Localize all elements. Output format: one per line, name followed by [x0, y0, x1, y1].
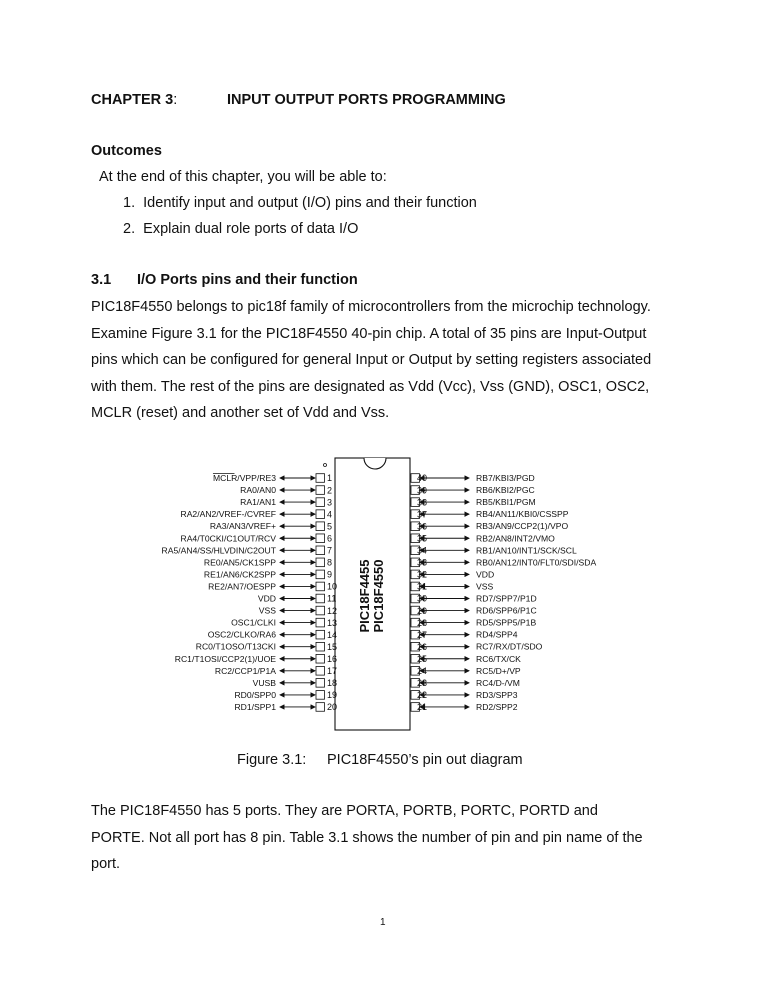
pin-number: 21	[416, 702, 427, 713]
pin-number: 15	[327, 641, 338, 652]
pin-label: RD0/SPP0	[234, 689, 276, 700]
pin-label: RA5/AN4/SS/HLVDIN/C2OUT	[161, 545, 276, 556]
pin-label: RD5/SPP5/P1B	[476, 617, 537, 628]
pin-label: RB3/AN9/CCP2(1)/VPO	[476, 521, 569, 532]
pin-number: 18	[327, 678, 338, 689]
pin-label: RC5/D+/VP	[476, 665, 521, 676]
pin-label: VDD	[257, 593, 276, 604]
pin1-dot	[324, 464, 327, 467]
pin-label: RB6/KBI2/PGC	[476, 485, 535, 496]
right-pin	[411, 630, 518, 640]
pin-box	[316, 618, 325, 627]
pin-box	[316, 546, 325, 555]
pin-label: RA1/AN1	[240, 497, 276, 508]
pin-box	[316, 630, 325, 639]
pin-number: 10	[327, 581, 338, 592]
pin-label: RD6/SPP6/P1C	[476, 605, 537, 616]
pin-number: 12	[327, 605, 338, 616]
pin-box	[316, 679, 325, 688]
right-pin	[411, 473, 535, 483]
right-pin	[411, 702, 518, 712]
pin-number: 23	[416, 678, 427, 689]
left-pin	[204, 557, 332, 567]
pin-number: 32	[416, 569, 427, 580]
right-pin	[411, 485, 535, 495]
left-pin	[234, 702, 337, 712]
pin-number: 26	[416, 641, 427, 652]
pin-number: 36	[416, 521, 427, 532]
pin-number: 33	[416, 557, 427, 568]
left-pin	[259, 606, 337, 616]
left-pin	[180, 509, 332, 519]
pin-label: RD1/SPP1	[234, 701, 276, 712]
right-pin	[411, 497, 536, 507]
chip-part-label: PIC18F4455	[357, 559, 372, 633]
left-pin	[253, 678, 337, 688]
right-pin	[411, 594, 537, 604]
pin-label: OSC2/CLKO/RA6	[207, 629, 276, 640]
right-pin	[411, 642, 543, 652]
pin-box	[316, 642, 325, 651]
chapter-number: CHAPTER 3:	[91, 92, 178, 108]
figure-label: Figure 3.1:	[237, 752, 307, 768]
left-pin	[208, 581, 337, 591]
left-pin	[240, 485, 332, 495]
pin-number: 35	[416, 533, 427, 544]
pin-box	[316, 486, 325, 495]
pin-label: OSC1/CLKI	[231, 617, 276, 628]
pin-label: RA4/T0CKI/C1OUT/RCV	[180, 533, 276, 544]
right-pin	[411, 666, 521, 676]
pin-label: RC2/CCP1/P1A	[214, 665, 276, 676]
pin-number: 19	[327, 690, 338, 701]
outcome-item: 2. Explain dual role ports of data I/O	[123, 221, 359, 237]
pin-box	[316, 582, 325, 591]
left-pin	[208, 630, 337, 640]
pin-number: 39	[416, 485, 427, 496]
pin-box	[316, 534, 325, 543]
pin-label: RE0/AN5/CK1SPP	[203, 557, 276, 568]
pin-number: 2	[327, 485, 333, 496]
pin-label: RD3/SPP3	[476, 689, 518, 700]
chapter-title: INPUT OUTPUT PORTS PROGRAMMING	[227, 92, 506, 108]
pin-label: RE1/AN6/CK2SPP	[203, 569, 276, 580]
pin-number: 3	[327, 497, 333, 508]
pin-label: RB7/KBI3/PGD	[476, 473, 535, 483]
pin-label: RB2/AN8/INT2/VMO	[476, 533, 555, 544]
pin-box	[316, 594, 325, 603]
pin-number: 4	[327, 509, 333, 520]
outcome-item: 1. Identify input and output (I/O) pins and their function	[123, 195, 477, 211]
left-pin	[204, 569, 332, 579]
pin-number: 38	[416, 497, 427, 508]
pin-number: 16	[327, 653, 338, 664]
right-pin	[411, 581, 493, 591]
pin-number: 40	[416, 473, 427, 484]
right-pin	[411, 654, 521, 664]
pin-box	[316, 667, 325, 676]
pin-label: RE2/AN7/OESPP	[208, 581, 276, 592]
pin-label: RC1/T1OSI/CCP2(1)/UOE	[174, 653, 276, 664]
pin-box	[316, 570, 325, 579]
pin-label: RD4/SPP4	[476, 629, 518, 640]
pin-box	[316, 606, 325, 615]
pin-label: RD7/SPP7/P1D	[476, 593, 537, 604]
pin-label: VSS	[476, 581, 494, 592]
pin-number: 22	[416, 690, 427, 701]
pin-number: 30	[416, 593, 427, 604]
pin-number: 9	[327, 569, 333, 580]
pin-box	[316, 691, 325, 700]
chip-part-label: PIC18F4550	[371, 559, 386, 633]
section-number: 3.1	[91, 272, 112, 288]
pin-number: 13	[327, 617, 338, 628]
page-number: 1	[380, 917, 386, 928]
pin-number: 34	[416, 545, 427, 556]
section-body: PIC18F4550 belongs to pic18f family of microcontrollers from the microchip technology. Examine Figure 3.1 for the PIC18F4550 40-pin chip. A total of 35 pins are Input-Output pins which can be configured for general Input or Output by setting registers associated with them. The rest of the pins are designated as Vdd (Vcc), Vss (GND), OSC1, OSC2, MCLR (reset) and another set of Vdd and Vss.	[91, 299, 652, 421]
pin-number: 6	[327, 533, 333, 544]
left-pin	[196, 642, 337, 652]
outcomes-heading: Outcomes	[91, 143, 162, 159]
pin-label: RC7/RX/DT/SDO	[476, 641, 543, 652]
pin-number: 28	[416, 617, 427, 628]
pin-box	[316, 474, 325, 483]
left-pin	[210, 521, 332, 531]
pin-number: 17	[327, 666, 338, 676]
figure-caption: PIC18F4550’s pin out diagram	[327, 752, 523, 768]
right-pin	[411, 569, 494, 579]
pin-label: VDD	[476, 569, 495, 580]
outcomes-intro: At the end of this chapter, you will be able to:	[99, 169, 387, 185]
pin-box	[316, 522, 325, 531]
left-pin	[258, 594, 337, 604]
pin-number: 37	[416, 509, 427, 520]
pin-number: 1	[327, 473, 333, 484]
pin-label: RA2/AN2/VREF-/CVREF	[180, 509, 276, 520]
pin-number: 14	[327, 629, 338, 640]
left-pin	[180, 533, 332, 543]
pin-label: RC6/TX/CK	[476, 653, 521, 664]
left-pin	[175, 654, 337, 664]
pin-box	[316, 703, 325, 712]
pin-box	[316, 510, 325, 519]
left-pin	[240, 497, 332, 507]
pin-number: 5	[327, 521, 333, 532]
pin-number: 25	[416, 653, 427, 664]
pin-label: MCLR/VPP/RE3	[212, 473, 276, 483]
pin-number: 20	[327, 702, 338, 713]
pin-label: RC4/D-/VM	[476, 677, 520, 688]
pin-number: 24	[416, 666, 427, 676]
pin-number: 31	[416, 581, 427, 592]
right-pin	[411, 557, 596, 567]
pin-label: VSS	[258, 605, 276, 616]
right-pin	[411, 606, 537, 616]
pin-label: RC0/T1OSO/T13CKI	[195, 641, 276, 652]
pin-label: RB4/AN11/KBI0/CSSPP	[476, 509, 569, 520]
pin-label: RB0/AN12/INT0/FLT0/SDI/SDA	[476, 557, 597, 568]
right-pin	[411, 521, 568, 531]
left-pin	[213, 473, 332, 483]
pin-label: RA0/AN0	[240, 485, 276, 496]
pin-label: RB5/KBI1/PGM	[476, 497, 536, 508]
right-pin	[411, 509, 569, 519]
pin-number: 11	[327, 593, 337, 604]
pin-box	[316, 498, 325, 507]
right-pin	[411, 545, 577, 555]
pin-number: 27	[416, 629, 427, 640]
pin-number: 8	[327, 557, 333, 568]
right-pin	[411, 690, 518, 700]
pin-box	[316, 654, 325, 663]
right-pin	[411, 533, 555, 543]
closing-paragraph: The PIC18F4550 has 5 ports. They are PORTA, PORTB, PORTC, PORTD and PORTE. Not all port has 8 pin. Table 3.1 shows the number of pin and pin name of the port.	[91, 803, 643, 872]
left-pin	[234, 690, 337, 700]
right-pin	[411, 618, 536, 628]
pin-label: VUSB	[252, 677, 276, 688]
pin-label: RA3/AN3/VREF+	[209, 521, 276, 532]
right-pin	[411, 678, 520, 688]
pin-number: 7	[327, 545, 333, 556]
section-title: I/O Ports pins and their function	[137, 272, 358, 288]
left-pin	[215, 666, 337, 676]
pin-box	[316, 558, 325, 567]
left-pin	[162, 545, 332, 555]
pin-number: 29	[416, 605, 427, 616]
pin-label: RD2/SPP2	[476, 701, 518, 712]
pin-label: RB1/AN10/INT1/SCK/SCL	[476, 545, 577, 556]
left-pin	[231, 618, 337, 628]
